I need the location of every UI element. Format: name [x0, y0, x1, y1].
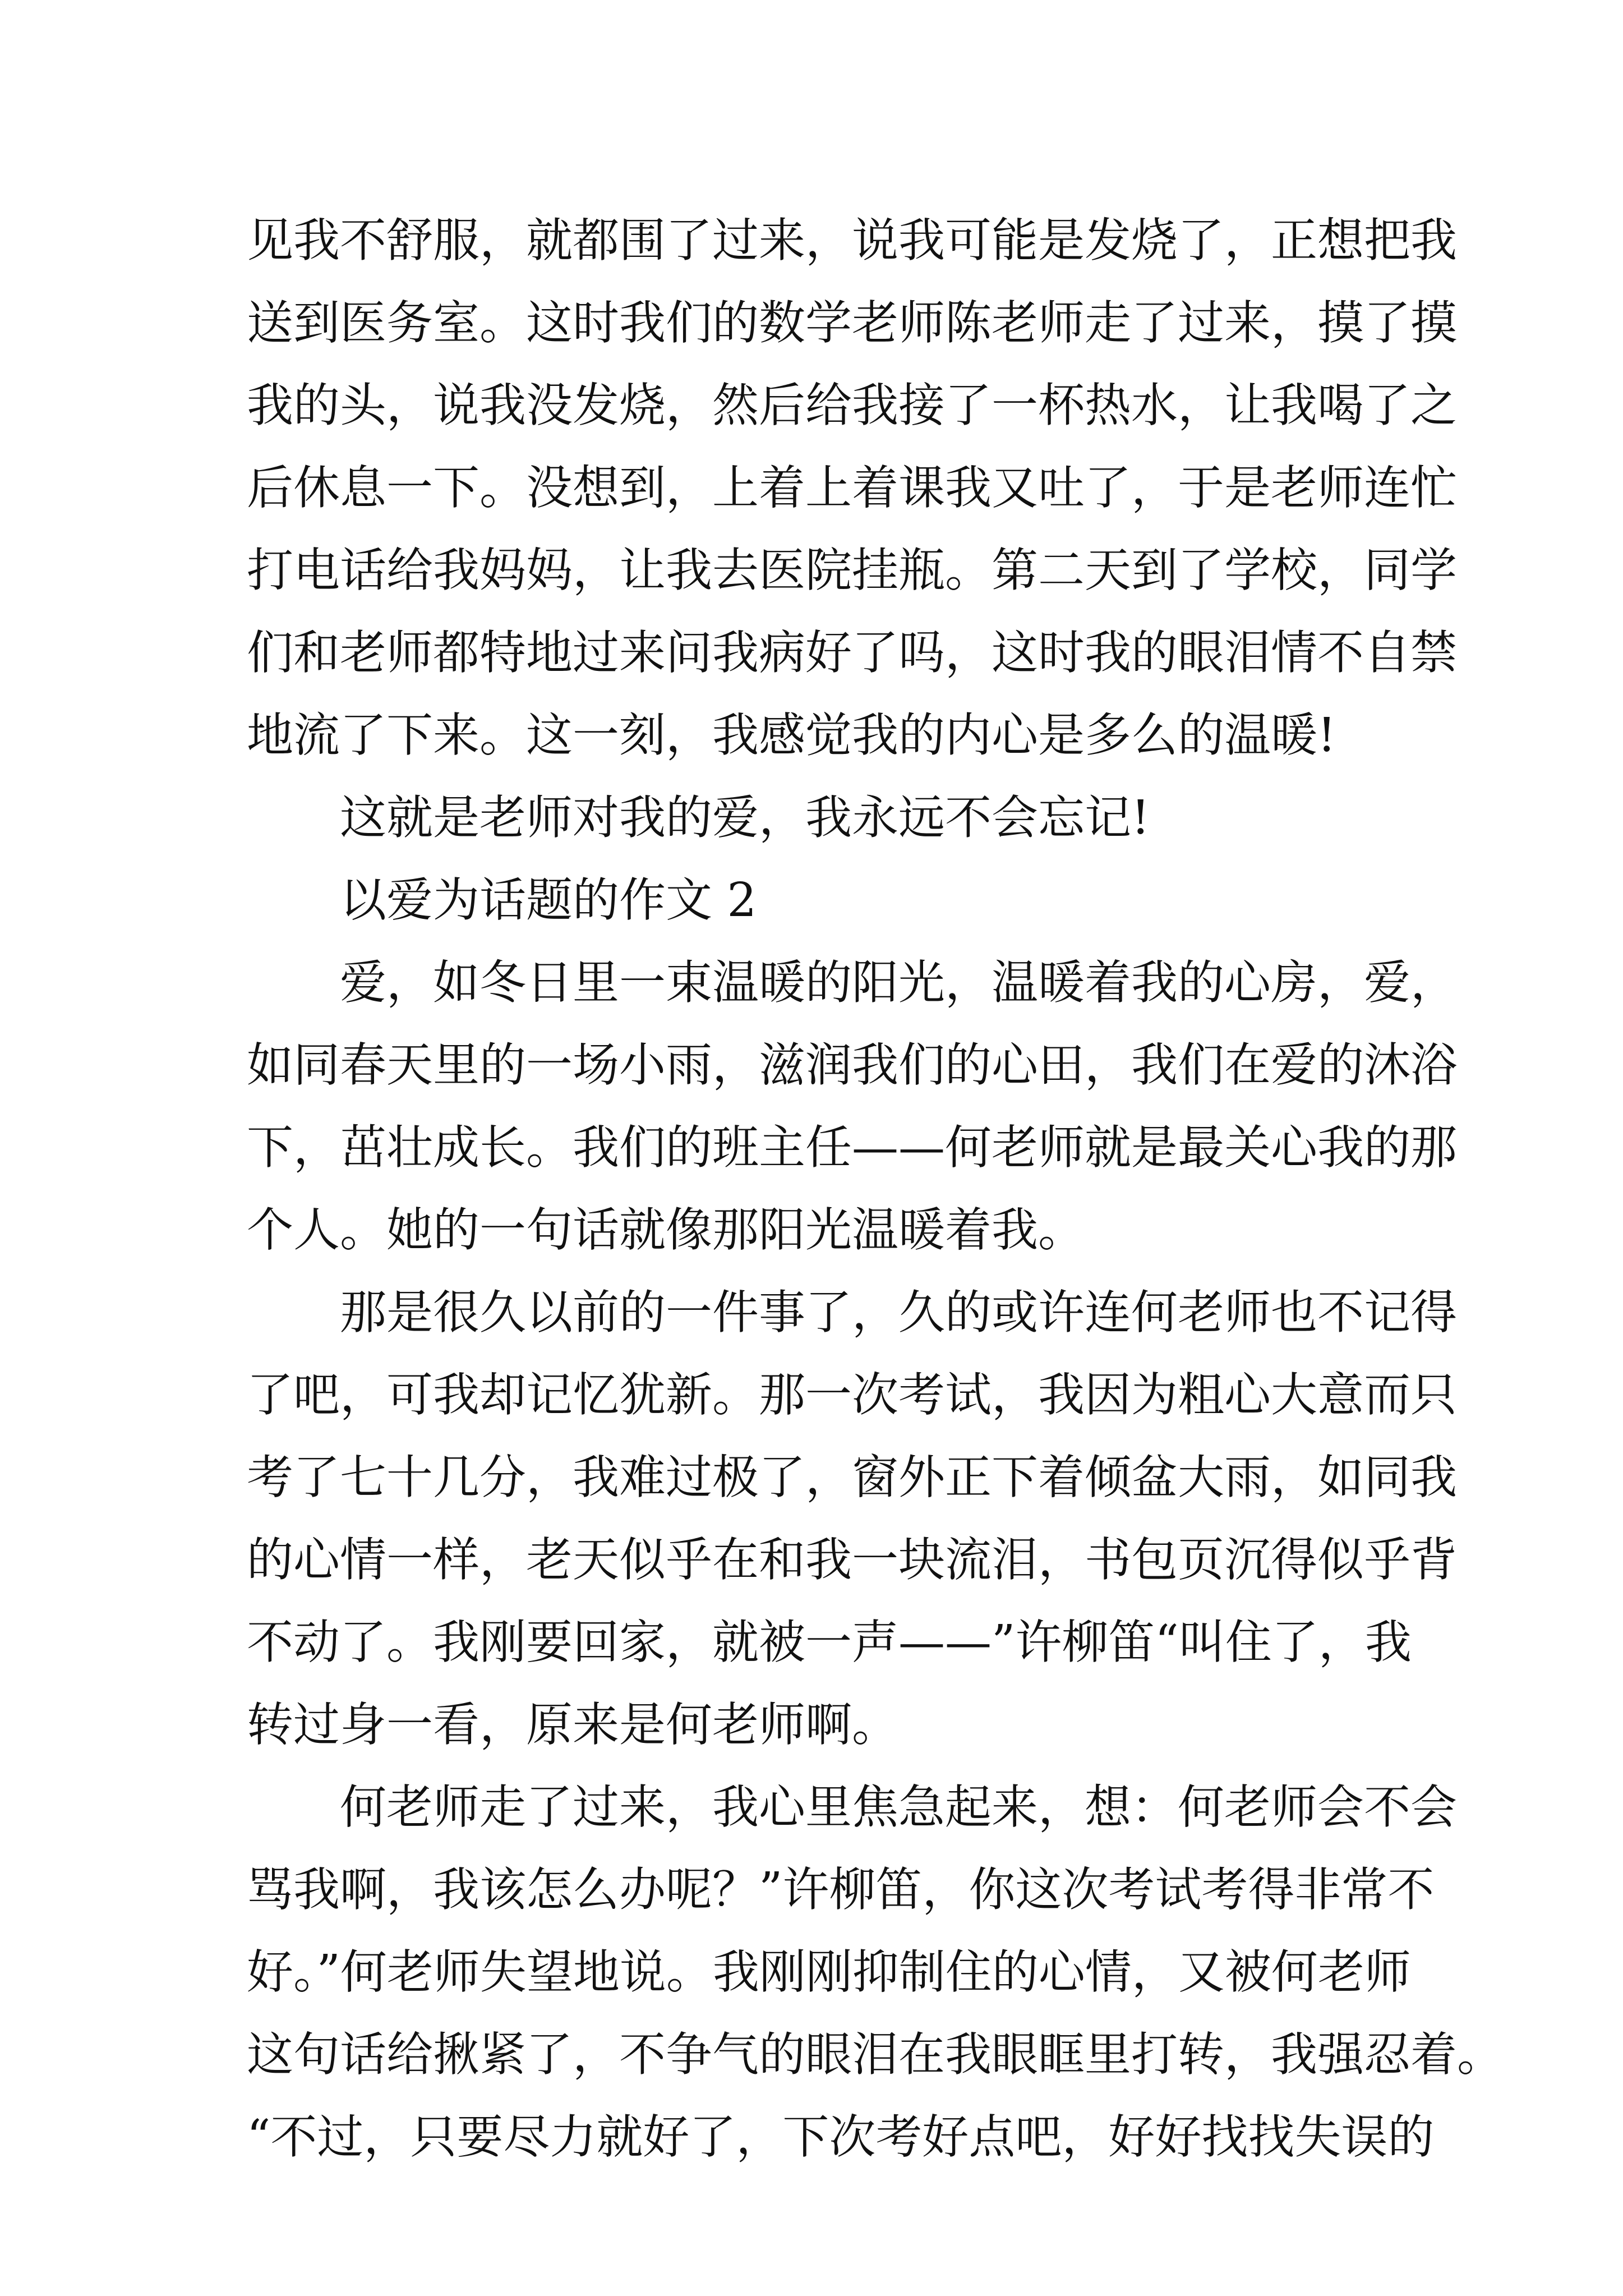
text-line: 转过身一看，原来是何老师啊。 [247, 1697, 898, 1752]
text-line: 了吧，可我却记忆犹新。那一次考试，我因为粗心大意而只 [247, 1368, 1457, 1422]
text-line: 地流了下来。这一刻，我感觉我的内心是多么的温暖! [247, 708, 1336, 762]
text-line: 见我不舒服，就都围了过来，说我可能是发烧了，正想把我 [247, 213, 1457, 268]
text-line: 如同春天里的一场小雨，滋润我们的心田，我们在爱的沐浴 [247, 1038, 1457, 1092]
text-line: 下，茁壮成长。我们的班主任——何老师就是最关心我的那 [247, 1120, 1457, 1175]
text-line: 送到医务室。这时我们的数学老师陈老师走了过来，摸了摸 [247, 296, 1457, 350]
text-line: 个人。她的一句话就像那阳光温暖着我。 [247, 1203, 1085, 1257]
text-line: 的心情一样，老天似乎在和我一块流泪，书包页沉得似乎背 [247, 1533, 1457, 1587]
text-line: “不过，只要尽力就好了，下次考好点吧，好好找找失误的 [247, 2110, 1435, 2164]
text-line: 我的头，说我没发烧，然后给我接了一杯热水，让我喝了之 [247, 378, 1457, 432]
text-line: 这句话给揪紧了，不争气的眼泪在我眼眶里打转，我强忍着。 [247, 2027, 1504, 2082]
document-body [247, 199, 1504, 2178]
text-line: 爱，如冬日里一束温暖的阳光，温暖着我的心房，爱， [340, 955, 1457, 1010]
text-line: 好。”何老师失望地说。我刚刚抑制住的心情，又被何老师 [247, 1945, 1411, 1999]
text-line: 不动了。我刚要回家，就被一声——”许柳笛“叫住了，我 [247, 1615, 1412, 1669]
text-line: 们和老师都特地过来问我病好了吗，这时我的眼泪情不自禁 [247, 625, 1457, 680]
text-line: 考了七十几分，我难过极了，窗外正下着倾盆大雨，如同我 [247, 1450, 1457, 1504]
text-line: 何老师走了过来，我心里焦急起来，想：何老师会不会 [340, 1780, 1457, 1834]
text-line: 后休息一下。没想到，上着上着课我又吐了，于是老师连忙 [247, 461, 1457, 515]
text-line: 那是很久以前的一件事了，久的或许连何老师也不记得 [340, 1285, 1457, 1340]
text-line: 这就是老师对我的爱，我永远不会忘记! [340, 790, 1150, 845]
text-line: 打电话给我妈妈，让我去医院挂瓶。第二天到了学校，同学 [247, 543, 1457, 597]
text-line: 骂我啊，我该怎么办呢？”许柳笛，你这次考试考得非常不 [247, 1862, 1435, 1917]
text-line: 以爱为话题的作文 2 [340, 873, 757, 927]
